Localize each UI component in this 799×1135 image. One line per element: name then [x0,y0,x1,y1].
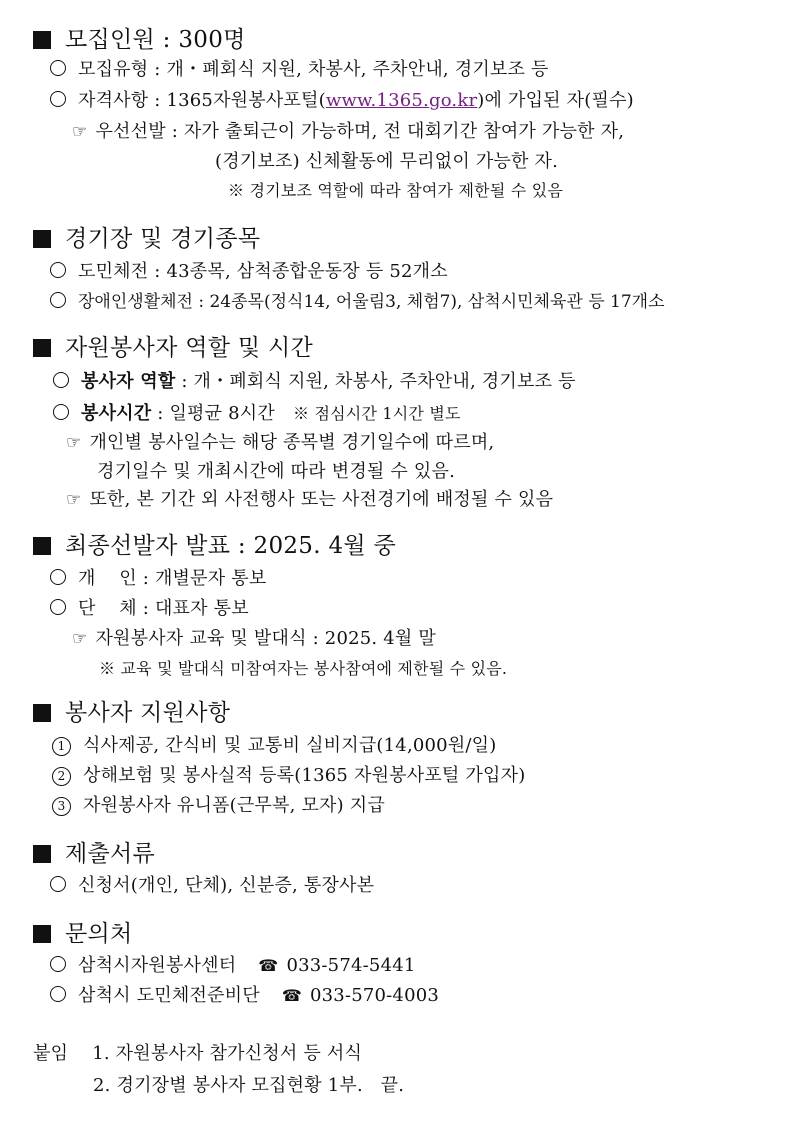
documents-heading: 제출서류 [33,840,155,868]
telephone-icon: ☎ [281,986,302,1005]
roles-time-line: 봉사시간 : 일평균 8시간 ※ 점심시간 1시간 별도 [53,402,461,426]
square-bullet-icon [33,845,51,863]
circle-bullet-icon [53,372,69,388]
circle-bullet-icon [50,91,66,107]
square-bullet-icon [33,537,51,555]
square-bullet-icon [33,31,51,49]
announce-group-line: 단 체 : 대표자 통보 [50,597,249,621]
roles-role-line: 봉사자 역할 : 개・폐회식 지원, 차봉사, 주차안내, 경기보조 등 [53,370,576,394]
venues-disabled-line: 장애인생활체전 : 24종목(정식14, 어울림3, 체험7), 삼척시민체육관 등 17개소 [50,290,665,314]
telephone-icon: ☎ [258,956,279,975]
venues-provincial-line: 도민체전 : 43종목, 삼척종합운동장 등 52개소 [50,260,448,284]
circle-bullet-icon [50,876,66,892]
square-bullet-icon [33,925,51,943]
circle-bullet-icon [50,292,66,308]
contact-phone: 033-570-4003 [309,985,440,1006]
roles-detail-line-2: 경기일수 및 개최시간에 따라 변경될 수 있음. [97,461,456,482]
portal-link[interactable]: www.1365.go.kr [325,90,478,111]
announce-note: ※ 교육 및 발대식 미참여자는 봉사참여에 제한될 수 있음. [99,659,508,678]
square-bullet-icon [33,230,51,248]
circled-number-icon: 3 [52,797,71,816]
circle-bullet-icon [53,404,69,420]
recruit-type-line: 모집유형 : 개・폐회식 지원, 차봉사, 주차안내, 경기보조 등 [50,58,549,82]
roles-detail-line-3: ☞ 또한, 본 기간 외 사전행사 또는 사전경기에 배정될 수 있음 [66,489,554,510]
square-bullet-icon [33,339,51,357]
recruit-heading: 모집인원 : 300명 [33,26,246,54]
recruit-priority-line: ☞ 우선선발 : 자가 출퇴근이 가능하며, 전 대회기간 참여가 가능한 자, [72,121,625,142]
contact-line-2: 삼척시 도민체전준비단 ☎ 033-570-4003 [50,984,439,1008]
pointing-hand-icon: ☞ [72,629,88,649]
announce-training-line: ☞ 자원봉사자 교육 및 발대식 : 2025. 4월 말 [72,628,436,649]
documents-item-line: 신청서(개인, 단체), 신분증, 통장사본 [50,874,374,898]
attachment-line-1: 붙임 1. 자원봉사자 참가신청서 등 서식 [33,1043,363,1064]
pointing-hand-icon: ☞ [72,122,88,142]
circle-bullet-icon [50,60,66,76]
square-bullet-icon [33,704,51,722]
support-heading: 봉사자 지원사항 [33,699,230,727]
recruit-qualification-line: 자격사항 : 1365자원봉사포털(www.1365.go.kr)에 가입된 자(필수) [50,89,634,113]
attachment-label: 붙임 [33,1043,69,1064]
circle-bullet-icon [50,262,66,278]
roles-heading: 자원봉사자 역할 및 시간 [33,334,313,362]
support-item: 1 식사제공, 간식비 및 교통비 실비지급(14,000원/일) [52,734,497,758]
recruit-note: ※ 경기보조 역할에 따라 참여가 제한될 수 있음 [228,181,564,200]
venues-heading: 경기장 및 경기종목 [33,225,260,253]
pointing-hand-icon: ☞ [66,433,82,453]
announce-individual-line: 개 인 : 개별문자 통보 [50,567,266,591]
contact-heading: 문의처 [33,920,133,948]
circle-bullet-icon [50,599,66,615]
recruit-priority-line-2: (경기보조) 신체활동에 무리없이 가능한 자. [215,151,559,172]
attachment-line-2: 2. 경기장별 봉사자 모집현황 1부. 끝. [93,1075,405,1096]
roles-detail-line-1: ☞ 개인별 봉사일수는 해당 종목별 경기일수에 따르며, [66,432,495,453]
contact-phone: 033-574-5441 [286,955,416,976]
support-item: 2 상해보험 및 봉사실적 등록(1365 자원봉사포털 가입자) [52,764,525,788]
circled-number-icon: 2 [52,767,71,786]
support-item: 3 자원봉사자 유니폼(근무복, 모자) 지급 [52,794,385,818]
circled-number-icon: 1 [52,737,71,756]
pointing-hand-icon: ☞ [66,490,82,510]
contact-line-1: 삼척시자원봉사센터 ☎ 033-574-5441 [50,954,416,978]
announce-heading: 최종선발자 발표 : 2025. 4월 중 [33,532,396,560]
circle-bullet-icon [50,569,66,585]
circle-bullet-icon [50,956,66,972]
circle-bullet-icon [50,986,66,1002]
